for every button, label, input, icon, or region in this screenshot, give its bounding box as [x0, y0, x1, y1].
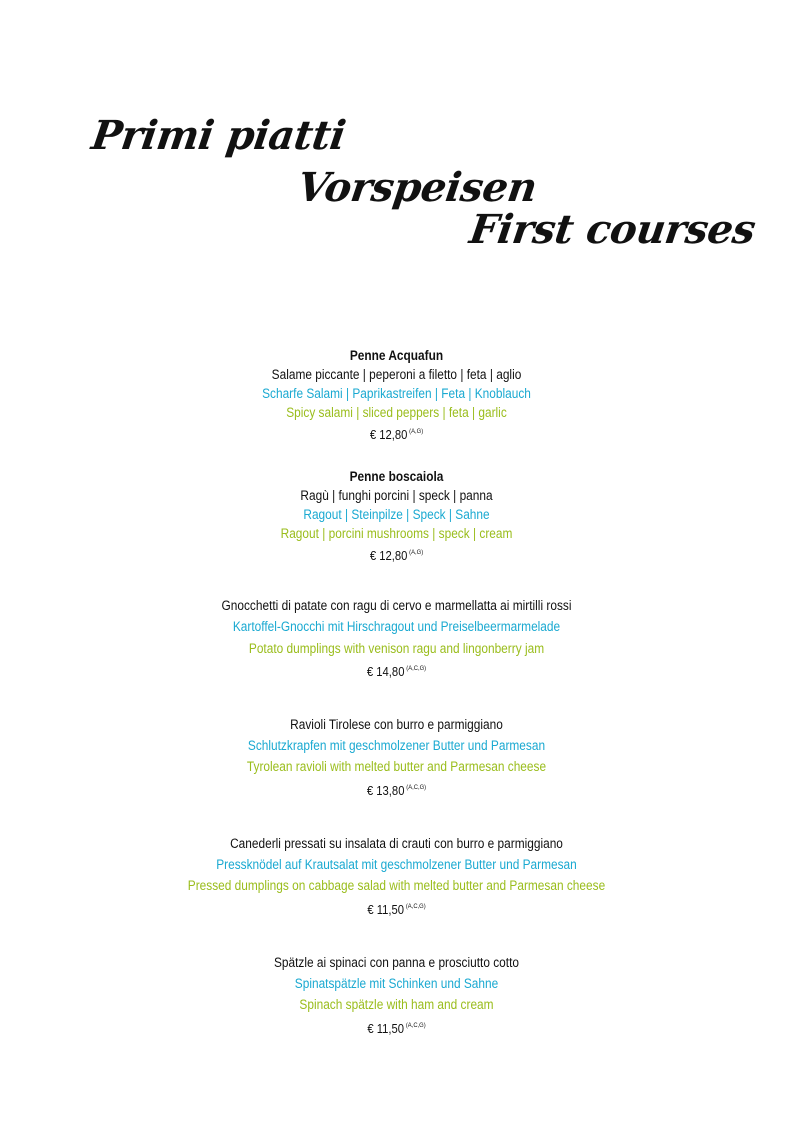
menu-item [0, 714, 793, 801]
dish-description-german: Schlutzkrapfen mit geschmolzener Butter und Parmesan [247, 738, 546, 754]
dish-allergens: (A,C,G) [405, 902, 426, 910]
menu-item [0, 833, 793, 920]
dish-price: € 12,80 [369, 549, 408, 563]
dish-description-italian: Canederli pressati su insalata di crauti con burro e parmiggiano [230, 835, 563, 851]
dish-name: Penne boscaiola [349, 469, 444, 484]
dish-description-english: Spicy salami | sliced peppers | feta | garlic [286, 405, 507, 420]
dish-price: € 11,50 [367, 902, 405, 917]
dish-allergens: (A,C,G) [406, 783, 427, 791]
dish-allergens: (A,C,G) [406, 664, 427, 672]
dish-description-german: Pressknödel auf Krautsalat mit geschmolzener Butter und Parmesan [216, 857, 577, 873]
dish-allergens: (A,C,G) [405, 1021, 426, 1029]
dish-description-english: Potato dumplings with venison ragu and lingonberry jam [248, 640, 545, 656]
dish-allergens: (A,G) [409, 428, 424, 435]
dish-price: € 14,80 [366, 664, 405, 679]
dish-description-italian: Ravioli Tirolese con burro e parmiggiano [290, 716, 503, 732]
dish-description-english: Ragout | porcini mushrooms | speck | cream [280, 526, 513, 541]
dish-description-italian: Spätzle ai spinaci con panna e prosciutto cotto [273, 954, 520, 970]
dish-price-line [40, 422, 754, 445]
dish-price: € 12,80 [369, 428, 408, 442]
dish-name: Penne Acquafun [349, 348, 444, 363]
dish-price: € 11,50 [367, 1021, 405, 1036]
dish-description-german: Ragout | Steinpilze | Speck | Sahne [303, 507, 490, 522]
dish-description-english: Pressed dumplings on cabbage salad with melted butter and Parmesan cheese [187, 878, 606, 894]
dish-price-line [40, 897, 754, 920]
menu-item [0, 346, 793, 445]
dish-description-italian: Ragù | funghi porcini | speck | panna [300, 488, 493, 503]
dish-description-german: Spinatspätzle mit Schinken und Sahne [294, 975, 499, 991]
dish-price-line [40, 659, 754, 682]
dish-description-italian: Salame piccante | peperoni a filetto | feta | aglio [271, 367, 522, 382]
dish-description-english: Spinach spätzle with ham and cream [299, 997, 494, 1013]
heading-italian: Primi piatti [88, 112, 349, 159]
dish-description-german: Scharfe Salami | Paprikastreifen | Feta | Knoblauch [262, 386, 531, 401]
menu-item [0, 467, 793, 566]
menu-item [0, 595, 793, 682]
dish-allergens: (A,G) [409, 549, 424, 556]
dish-description-italian: Gnocchetti di patate con ragu di cervo e marmellatta ai mirtilli rossi [221, 598, 572, 613]
dish-description-german: Kartoffel-Gnocchi mit Hirschragout und Preiselbeermarmelade [232, 619, 561, 635]
menu-list [0, 346, 793, 1039]
menu-item [0, 952, 793, 1039]
heading-german: Vorspeisen [294, 164, 540, 211]
dish-price-line [40, 543, 754, 566]
heading-english: First courses [466, 206, 759, 253]
dish-price-line [40, 1016, 754, 1039]
dish-description-english: Tyrolean ravioli with melted butter and Parmesan cheese [246, 759, 547, 775]
dish-price: € 13,80 [366, 783, 405, 798]
dish-price-line [40, 778, 754, 801]
